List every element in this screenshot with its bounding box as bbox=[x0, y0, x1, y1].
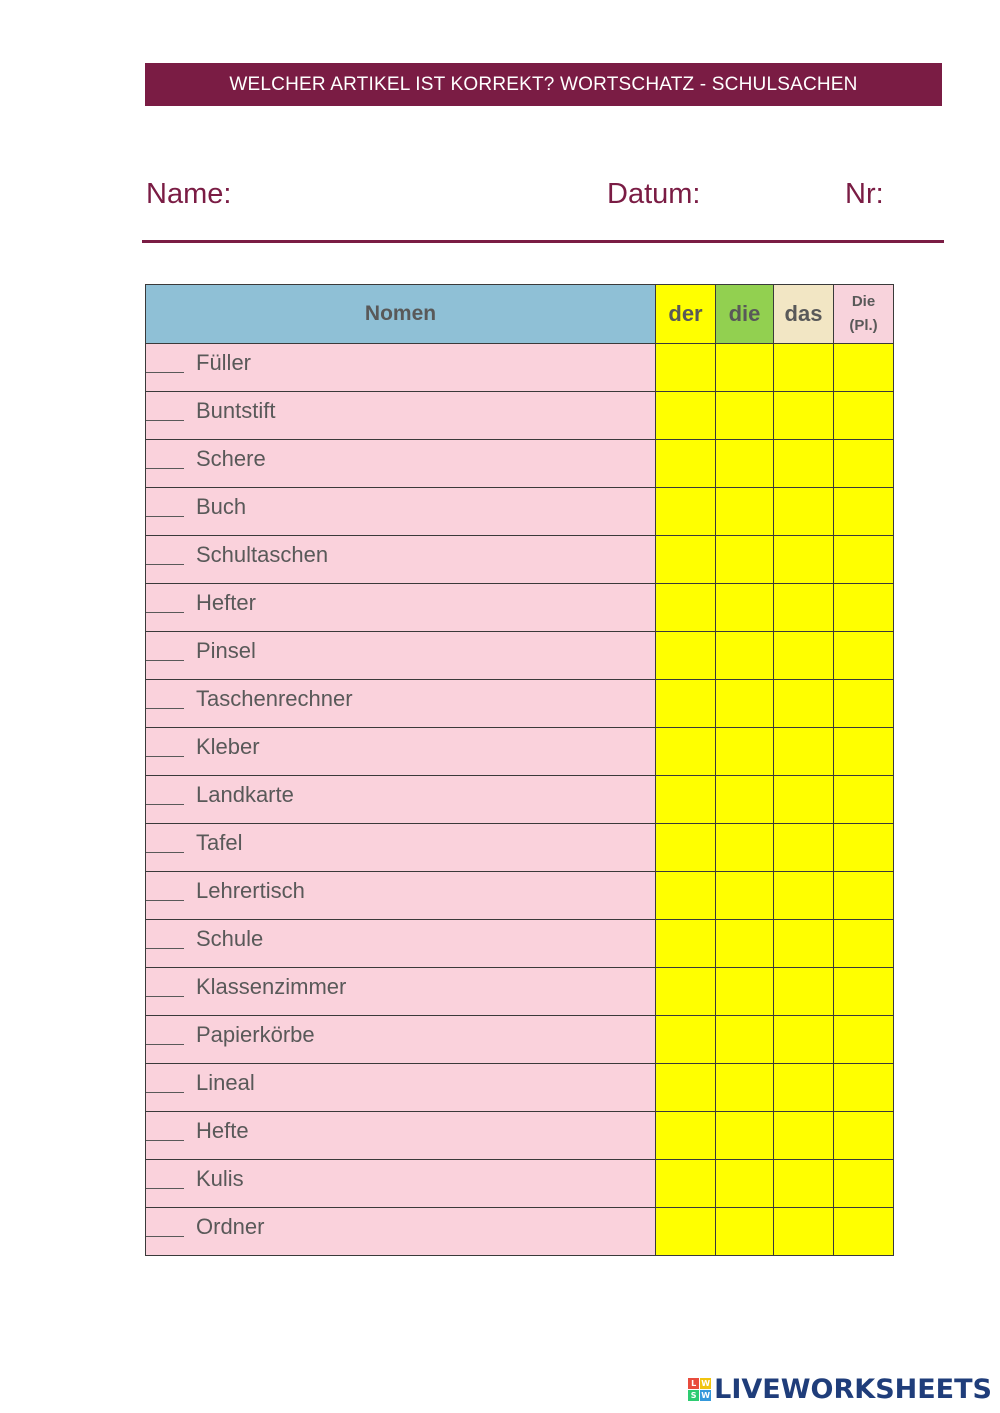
checkbox-der[interactable] bbox=[656, 536, 716, 584]
checkbox-die-plural[interactable] bbox=[834, 440, 894, 488]
checkbox-der[interactable] bbox=[656, 632, 716, 680]
checkbox-die-plural[interactable] bbox=[834, 1016, 894, 1064]
noun-cell bbox=[146, 1016, 656, 1064]
article-blank[interactable] bbox=[146, 872, 184, 901]
article-blank[interactable] bbox=[146, 632, 184, 661]
table-row bbox=[146, 488, 894, 536]
noun-word: Taschenrechner bbox=[196, 686, 353, 711]
article-blank[interactable] bbox=[146, 1160, 184, 1189]
checkbox-das[interactable] bbox=[774, 728, 834, 776]
noun-word: Buntstift bbox=[196, 398, 276, 423]
checkbox-das[interactable] bbox=[774, 920, 834, 968]
name-label: Name: bbox=[146, 178, 232, 210]
checkbox-das[interactable] bbox=[774, 1160, 834, 1208]
checkbox-die-plural[interactable] bbox=[834, 488, 894, 536]
brand-icon-tile: W bbox=[701, 1391, 711, 1400]
checkbox-der[interactable] bbox=[656, 440, 716, 488]
checkbox-das[interactable] bbox=[774, 824, 834, 872]
article-blank[interactable] bbox=[146, 488, 184, 517]
checkbox-die[interactable] bbox=[716, 728, 774, 776]
table-row bbox=[146, 344, 894, 392]
checkbox-das[interactable] bbox=[774, 440, 834, 488]
checkbox-die-plural[interactable] bbox=[834, 680, 894, 728]
article-blank[interactable] bbox=[146, 440, 184, 469]
checkbox-der[interactable] bbox=[656, 680, 716, 728]
checkbox-die[interactable] bbox=[716, 776, 774, 824]
article-blank[interactable] bbox=[146, 392, 184, 421]
article-blank[interactable] bbox=[146, 344, 184, 373]
noun-word: Buch bbox=[196, 494, 247, 519]
checkbox-die[interactable] bbox=[716, 968, 774, 1016]
checkbox-der[interactable] bbox=[656, 1160, 716, 1208]
checkbox-die-plural[interactable] bbox=[834, 824, 894, 872]
checkbox-die[interactable] bbox=[716, 680, 774, 728]
noun-cell bbox=[146, 344, 656, 392]
article-blank[interactable] bbox=[146, 728, 184, 757]
table-row bbox=[146, 584, 894, 632]
checkbox-die-plural[interactable] bbox=[834, 920, 894, 968]
table-row bbox=[146, 1112, 894, 1160]
noun-word: Schultaschen bbox=[196, 542, 329, 567]
checkbox-das[interactable] bbox=[774, 680, 834, 728]
liveworksheets-icon bbox=[688, 1378, 711, 1401]
date-label: Datum: bbox=[607, 178, 701, 210]
liveworksheets-logo bbox=[688, 1374, 992, 1405]
noun-word: Ordner bbox=[196, 1214, 265, 1239]
brand-icon-tile: S bbox=[688, 1390, 699, 1401]
table-row bbox=[146, 1064, 894, 1112]
checkbox-die[interactable] bbox=[716, 344, 774, 392]
noun-word: Hefter bbox=[196, 590, 256, 615]
article-blank[interactable] bbox=[146, 1112, 184, 1141]
checkbox-die-plural[interactable] bbox=[834, 872, 894, 920]
checkbox-das[interactable] bbox=[774, 1016, 834, 1064]
table-row bbox=[146, 1160, 894, 1208]
nr-label: Nr: bbox=[845, 178, 884, 210]
noun-cell bbox=[146, 776, 656, 824]
table-row bbox=[146, 536, 894, 584]
checkbox-das[interactable] bbox=[774, 584, 834, 632]
table-row bbox=[146, 776, 894, 824]
checkbox-der[interactable] bbox=[656, 824, 716, 872]
article-blank[interactable] bbox=[146, 776, 184, 805]
checkbox-die[interactable] bbox=[716, 872, 774, 920]
checkbox-der[interactable] bbox=[656, 728, 716, 776]
noun-word: Füller bbox=[196, 350, 252, 375]
checkbox-die[interactable] bbox=[716, 920, 774, 968]
header-der: der bbox=[656, 285, 716, 344]
checkbox-der[interactable] bbox=[656, 872, 716, 920]
checkbox-die[interactable] bbox=[716, 1112, 774, 1160]
noun-word: Klassenzimmer bbox=[196, 974, 347, 999]
header-nomen: Nomen bbox=[146, 285, 656, 344]
noun-cell bbox=[146, 1112, 656, 1160]
noun-cell bbox=[146, 536, 656, 584]
checkbox-der[interactable] bbox=[656, 488, 716, 536]
noun-word: Schere bbox=[196, 446, 266, 471]
checkbox-die[interactable] bbox=[716, 1208, 774, 1256]
noun-cell bbox=[146, 1064, 656, 1112]
checkbox-die-plural[interactable] bbox=[834, 632, 894, 680]
checkbox-die-plural[interactable] bbox=[834, 344, 894, 392]
table-row bbox=[146, 1208, 894, 1256]
checkbox-die-plural[interactable] bbox=[834, 584, 894, 632]
checkbox-das[interactable] bbox=[774, 392, 834, 440]
article-blank[interactable] bbox=[146, 920, 184, 949]
table-row bbox=[146, 872, 894, 920]
noun-cell bbox=[146, 488, 656, 536]
checkbox-die[interactable] bbox=[716, 824, 774, 872]
noun-word: Landkarte bbox=[196, 782, 294, 807]
table-row bbox=[146, 440, 894, 488]
checkbox-der[interactable] bbox=[656, 968, 716, 1016]
noun-cell bbox=[146, 680, 656, 728]
noun-cell bbox=[146, 968, 656, 1016]
brand-name: LIVEWORKSHEETS bbox=[714, 1374, 992, 1405]
checkbox-die-plural[interactable] bbox=[834, 776, 894, 824]
header-die-plural bbox=[834, 285, 894, 344]
table-row bbox=[146, 1016, 894, 1064]
checkbox-die-plural[interactable] bbox=[834, 1208, 894, 1256]
noun-cell bbox=[146, 584, 656, 632]
noun-word: Papierkörbe bbox=[196, 1022, 315, 1047]
brand-icon-tile: L bbox=[688, 1378, 699, 1389]
article-blank[interactable] bbox=[146, 680, 184, 709]
noun-word: Hefte bbox=[196, 1118, 249, 1143]
checkbox-die-plural[interactable] bbox=[834, 1160, 894, 1208]
checkbox-das[interactable] bbox=[774, 1112, 834, 1160]
noun-cell bbox=[146, 632, 656, 680]
noun-cell bbox=[146, 1208, 656, 1256]
checkbox-die-plural[interactable] bbox=[834, 536, 894, 584]
header-die-plural-line2: (Pl.) bbox=[849, 317, 878, 334]
checkbox-der[interactable] bbox=[656, 1112, 716, 1160]
checkbox-der[interactable] bbox=[656, 920, 716, 968]
worksheet-title: WELCHER ARTIKEL IST KORREKT? WORTSCHATZ - SCHULSACHEN bbox=[145, 63, 942, 106]
checkbox-die-plural[interactable] bbox=[834, 968, 894, 1016]
checkbox-das[interactable] bbox=[774, 632, 834, 680]
noun-cell bbox=[146, 440, 656, 488]
checkbox-die[interactable] bbox=[716, 632, 774, 680]
checkbox-die[interactable] bbox=[716, 1016, 774, 1064]
noun-word: Kleber bbox=[196, 734, 260, 759]
checkbox-der[interactable] bbox=[656, 776, 716, 824]
table-row bbox=[146, 392, 894, 440]
header-das: das bbox=[774, 285, 834, 344]
checkbox-das[interactable] bbox=[774, 776, 834, 824]
checkbox-das[interactable] bbox=[774, 872, 834, 920]
checkbox-das[interactable] bbox=[774, 536, 834, 584]
article-blank[interactable] bbox=[146, 1208, 184, 1237]
table-row bbox=[146, 920, 894, 968]
checkbox-die[interactable] bbox=[716, 392, 774, 440]
article-blank[interactable] bbox=[146, 968, 184, 997]
article-blank[interactable] bbox=[146, 1016, 184, 1045]
article-blank[interactable] bbox=[146, 536, 184, 565]
article-table bbox=[145, 284, 894, 1256]
noun-cell bbox=[146, 920, 656, 968]
checkbox-die[interactable] bbox=[716, 1160, 774, 1208]
noun-word: Tafel bbox=[196, 830, 243, 855]
noun-word: Pinsel bbox=[196, 638, 256, 663]
checkbox-der[interactable] bbox=[656, 344, 716, 392]
checkbox-die-plural[interactable] bbox=[834, 728, 894, 776]
checkbox-der[interactable] bbox=[656, 1016, 716, 1064]
checkbox-die-plural[interactable] bbox=[834, 1064, 894, 1112]
article-blank[interactable] bbox=[146, 824, 184, 853]
checkbox-die[interactable] bbox=[716, 488, 774, 536]
article-blank[interactable] bbox=[146, 584, 184, 613]
noun-word: Lehrertisch bbox=[196, 878, 305, 903]
checkbox-die-plural[interactable] bbox=[834, 1112, 894, 1160]
article-blank[interactable] bbox=[146, 1064, 184, 1093]
table-body bbox=[146, 344, 894, 1256]
noun-cell bbox=[146, 728, 656, 776]
checkbox-der[interactable] bbox=[656, 1064, 716, 1112]
noun-word: Schule bbox=[196, 926, 264, 951]
checkbox-die[interactable] bbox=[716, 536, 774, 584]
checkbox-der[interactable] bbox=[656, 392, 716, 440]
checkbox-die[interactable] bbox=[716, 584, 774, 632]
table-header-row bbox=[146, 285, 894, 344]
header-divider bbox=[142, 240, 944, 243]
checkbox-die-plural[interactable] bbox=[834, 392, 894, 440]
noun-cell bbox=[146, 1160, 656, 1208]
table-row bbox=[146, 680, 894, 728]
table-row bbox=[146, 728, 894, 776]
checkbox-das[interactable] bbox=[774, 488, 834, 536]
checkbox-der[interactable] bbox=[656, 1208, 716, 1256]
checkbox-das[interactable] bbox=[774, 1064, 834, 1112]
noun-cell bbox=[146, 872, 656, 920]
header-die: die bbox=[716, 285, 774, 344]
checkbox-das[interactable] bbox=[774, 344, 834, 392]
table-row bbox=[146, 824, 894, 872]
noun-word: Kulis bbox=[196, 1166, 244, 1191]
table-row bbox=[146, 632, 894, 680]
checkbox-der[interactable] bbox=[656, 584, 716, 632]
header-die-plural-line1: Die bbox=[851, 293, 876, 310]
noun-word: Lineal bbox=[196, 1070, 255, 1095]
checkbox-das[interactable] bbox=[774, 968, 834, 1016]
brand-icon-tile: W bbox=[701, 1379, 711, 1388]
noun-cell bbox=[146, 824, 656, 872]
noun-cell bbox=[146, 392, 656, 440]
checkbox-die[interactable] bbox=[716, 1064, 774, 1112]
checkbox-das[interactable] bbox=[774, 1208, 834, 1256]
checkbox-die[interactable] bbox=[716, 440, 774, 488]
table-row bbox=[146, 968, 894, 1016]
